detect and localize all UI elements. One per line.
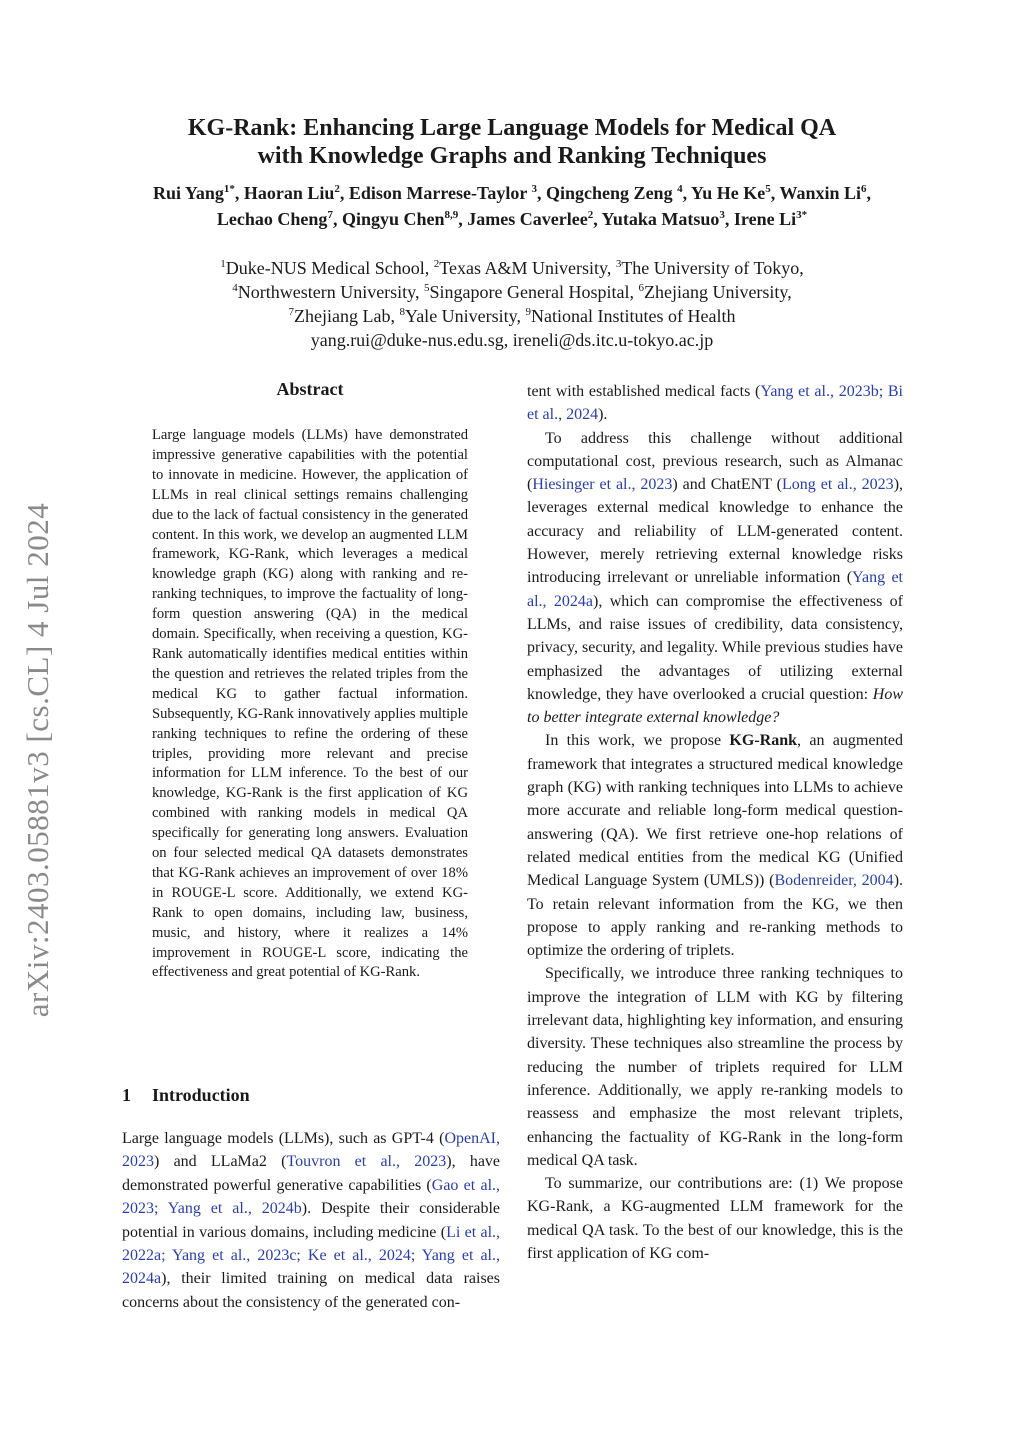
author-mark: 4: [677, 183, 683, 195]
affiliation: Texas A&M University: [439, 258, 607, 278]
affiliation-line-1: $^1$Duke-NUS Medical School, $^2$Texas A&M University, $^3$The University of Tokyo,: [220, 258, 804, 278]
citation-link[interactable]: Touvron et al., 2023: [286, 1153, 447, 1171]
author: Wanxin Li: [779, 183, 861, 203]
author: James Caverlee: [467, 209, 588, 229]
author: Irene Li: [733, 209, 797, 229]
author-mark: 6: [861, 183, 867, 195]
author: Rui Yang: [152, 183, 224, 203]
citation-link[interactable]: Yang et al., 2024a: [527, 569, 903, 610]
citation-link[interactable]: Bodenreider, 2004: [774, 872, 894, 890]
paragraph-proposal: In this work, we propose KG-Rank, an augmented framework that integrates a structured medical knowledge graph (KG) with ranking techniques into LLMs to achieve more accurate and reliable long-form medical question-answering (QA). We first retrieve one-hop relations of related medical entities from the medical KG (Unified Medical Language System (UMLS)) (Bodenreider, 2004). To retain relevant information from the KG, we then propose to apply ranking and re-ranking methods to optimize the ordering of triplets.: [527, 732, 904, 960]
section-heading: [122, 1085, 250, 1106]
section-number: 1: [122, 1085, 131, 1105]
affiliation: The University of Tokyo: [621, 258, 800, 278]
author-mark: 3: [531, 183, 538, 195]
author: Yu He Ke: [690, 183, 766, 203]
author-mark: 2: [587, 209, 594, 221]
right-column: [527, 380, 903, 1265]
abstract-heading: Abstract: [276, 379, 344, 399]
author: Edison Marrese-Taylor: [348, 183, 528, 203]
affiliation-line-3: $^7$Zhejiang Lab, $^8$Yale University, $^9$National Institutes of Health: [288, 306, 736, 326]
arxiv-identifier: arXiv:2403.05881v3 [cs.CL] 4 Jul 2024: [20, 502, 55, 1018]
affiliation: Singapore General Hospital: [429, 282, 630, 302]
title-line-2: with Knowledge Graphs and Ranking Techniques: [257, 143, 767, 169]
affiliation: Yale University: [405, 306, 517, 326]
author-line-1: Rui Yang$^{1*}$, Haoran Liu$^2$, Edison Marrese-Taylor $^3$, Qingcheng Zeng $^4$, Yu He Ke$^5$, Wanxin Li$^6$,: [152, 183, 871, 203]
author: Yutaka Matsuo: [601, 209, 720, 229]
author: Qingcheng Zeng: [546, 183, 673, 203]
author-mark: 3: [719, 209, 725, 221]
author: Haoran Liu: [243, 183, 335, 203]
section-title: Introduction: [152, 1085, 250, 1105]
author-mark: 1*: [223, 183, 235, 195]
citation-link[interactable]: OpenAI, 2023: [122, 1130, 500, 1171]
contact-emails[interactable]: yang.rui@duke-nus.edu.sg, ireneli@ds.itc.u-tokyo.ac.jp: [310, 330, 714, 350]
abstract-body: Large language models (LLMs) have demonstrated impressive generative capabilities with the potential to innovate in medicine. However, the application of LLMs in real clinical settings remains challenging due to the lack of factual consistency in the generated content. In this work, we develop an augmented LLM framework, KG-Rank, which leverages a medical knowledge graph (KG) along with ranking and re-ranking techniques, to improve the factuality of long-form question answering (QA) in the medical domain. Specifically, when receiving a question, KG-Rank automatically identifies medical entities within the question and retrieves the related triples from the medical KG to gather factual information. Subsequently, KG-Rank innovatively applies multiple ranking techniques to refine the ordering of these triples, providing more relevant and precise information for LLM inference. To the best of our knowledge, KG-Rank is the first application of KG combined with ranking models in medical QA specifically for generating long answers. Evaluation on four selected medical QA datasets demonstrates that KG-Rank achieves an improvement of over 18% in ROUGE-L score. Additionally, we extend KG-Rank to open domains, including law, business, music, and history, where it realizes a 14% improvement in ROUGE-L score, indicating the effectiveness and great potential of KG-Rank.: [152, 427, 468, 981]
citation-link[interactable]: Hiesinger et al., 2023: [532, 476, 673, 494]
author: Lechao Cheng: [216, 209, 328, 229]
author: Qingyu Chen: [341, 209, 445, 229]
paragraph-contributions: To summarize, our contributions are: (1) We propose KG-Rank, a KG-augmented LLM framework for the medical QA task. To the best of our knowledge, this is the first application of KG com-: [527, 1175, 903, 1262]
arxiv-watermark: [16, 470, 60, 1050]
citation-link[interactable]: Long et al., 2023: [782, 476, 894, 494]
affiliations: [60, 256, 964, 352]
author-mark: 5: [765, 183, 771, 195]
affiliation: Zhejiang Lab: [294, 306, 391, 326]
paragraph-continuation: tent with established medical facts (Yang et al., 2023b; Bi et al., 2024).: [527, 383, 903, 424]
title-line-1: KG-Rank: Enhancing Large Language Models for Medical QA: [187, 115, 837, 141]
citation-link[interactable]: Gao et al., 2023; Yang et al., 2024b: [122, 1176, 501, 1218]
paragraph-ranking: Specifically, we introduce three ranking techniques to improve the integration of LLM with KG by filtering irrelevant data, highlighting key information, and ensuring diversity. These techniques also streamline the process by reducing the number of triplets required for LLM inference. Additionally, we apply re-ranking models to reassess and emphasize the most relevant triplets, enhancing the factuality of KG-Rank in the long-form medical QA task.: [527, 965, 903, 1169]
author-mark: 2: [334, 183, 340, 195]
author-mark: 3*: [796, 209, 808, 221]
affiliation: Northwestern University: [237, 282, 416, 302]
affiliation-line-2: $^4$Northwestern University, $^5$Singapore General Hospital, $^6$Zhejiang University,: [232, 282, 792, 302]
author-list: [40, 180, 984, 232]
author-mark: 7: [327, 209, 333, 221]
author-line-2: Lechao Cheng$^7$, Qingyu Chen$^{8,9}$, James Caverlee$^2$, Yutaka Matsuo$^3$, Irene $Li^{3*}$: [216, 209, 808, 229]
author-mark: 8,9: [444, 209, 459, 221]
affiliation: Duke-NUS Medical School: [225, 258, 425, 278]
paragraph-challenge: To address this challenge without additional computational cost, previous research, such as Almanac (Hiesinger et al., 2023) and ChatENT (Long et al., 2023), leverages external medical knowledge to enhance the accuracy and reliability of LLM-generated content. However, merely retrieving external knowledge risks introducing irrelevant or unreliable information (Yang et al., 2024a), which can compromise the effectiveness of LLMs, and raise issues of credibility, data consistency, privacy, security, and legality. While previous studies have emphasized the advantages of utilizing external knowledge, they have overlooked a crucial question: How to better integrate external knowledge?: [527, 429, 904, 727]
intro-paragraph: Large language models (LLMs), such as GPT-4 (OpenAI, 2023) and LLaMa2 (Touvron et al., 2023), have demonstrated powerful generative capabilities (Gao et al., 2023; Yang et al., 2024b). Despite their considerable potential in various domains, including medicine (Li et al., 2022a; Yang et al., 2023c; Ke et al., 2024; Yang et al., 2024a), their limited training on medical data raises concerns about the consistency of the generated con-: [122, 1130, 501, 1311]
method-name: KG-Rank: [729, 732, 797, 750]
citation-link[interactable]: Yang et al., 2023b; Bi et al., 2024: [527, 383, 903, 424]
affiliation: National Institutes of Health: [531, 306, 736, 326]
affiliation: Zhejiang University: [643, 282, 788, 302]
citation-link[interactable]: Li et al., 2022a; Yang et al., 2023c; Ke et al., 2024; Yang et al., 2024a: [122, 1223, 501, 1288]
research-question: How to better integrate external knowledge?: [527, 685, 903, 727]
paper-title: [0, 114, 1024, 170]
